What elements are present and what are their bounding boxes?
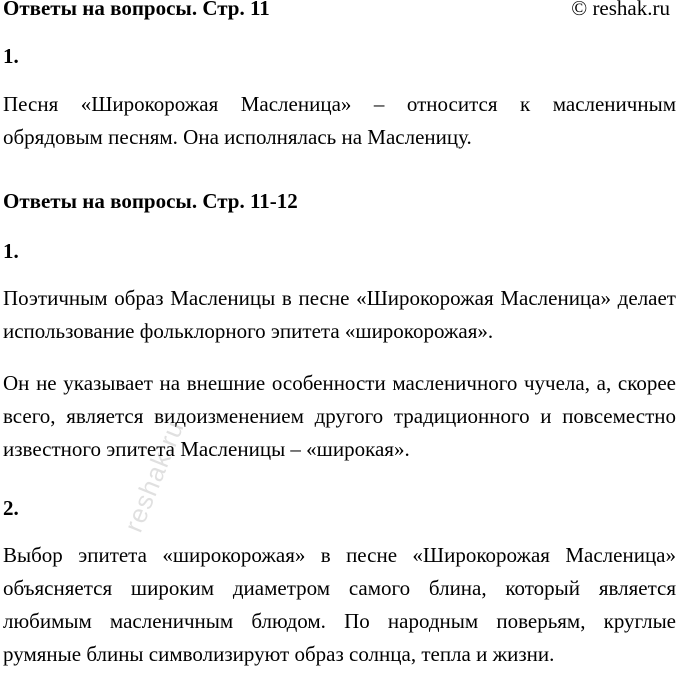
question-number-1: 1. — [3, 44, 19, 68]
answer-paragraph-2-2: Выбор эпитета «широкорожая» в песне «Широкорожая Масленица» объясняется широким диаметром самого блина, который является любимым масленичным блюдом. По народным поверьям, круглые румяные блины символизируют образ солнца, тепла и жизни. — [3, 543, 676, 666]
question-number-2-1: 1. — [3, 239, 19, 263]
watermark-text: reshak.ru — [118, 416, 190, 537]
page-title: Ответы на вопросы. Стр. 11 — [3, 0, 270, 20]
answer-paragraph-2-1b: Он не указывает на внешние особенности масленичного чучела, а, скорее всего, является видоизменением другого традиционного и повсеместно известного эпитета Масленицы – «широкая». — [3, 371, 676, 461]
question-number-2-2: 2. — [3, 496, 19, 520]
section-title-2: Ответы на вопросы. Стр. 11-12 — [3, 189, 298, 213]
page-header — [3, 0, 676, 30]
answer-paragraph-2-1a: Поэтичным образ Масленицы в песне «Широкорожая Масленица» делает использование фольклорного эпитета «широкорожая». — [3, 286, 676, 343]
document-page — [3, 0, 676, 666]
answer-paragraph-1: Песня «Широкорожая Масленица» – относится к масленичным обрядовым песням. Она исполнялась на Масленицу. — [3, 92, 676, 149]
copyright-label: © reshak.ru — [571, 0, 670, 20]
